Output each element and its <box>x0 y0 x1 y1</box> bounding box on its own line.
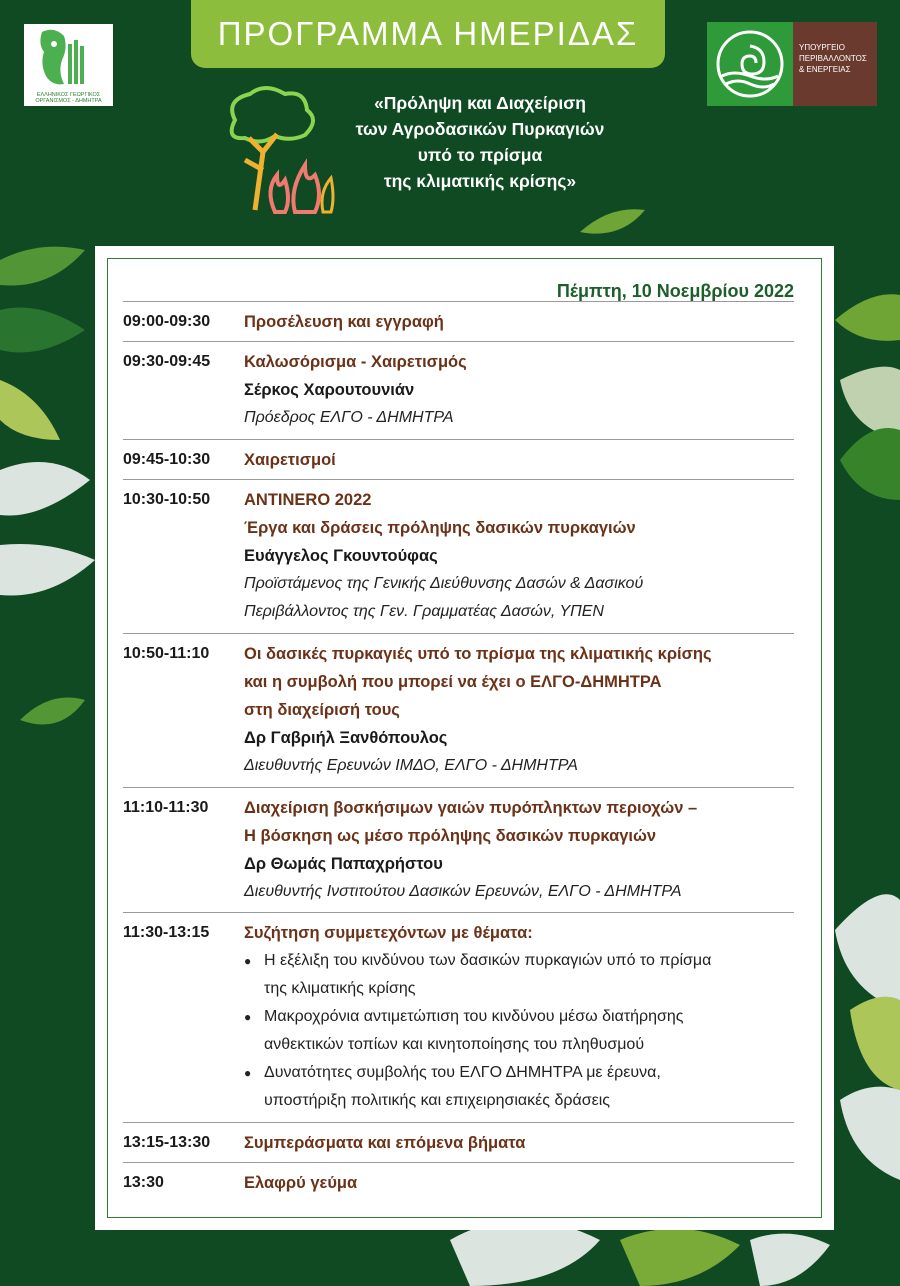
ministry-line-1: ΥΠΟΥΡΓΕΙΟ <box>799 43 845 52</box>
program-banner <box>191 0 665 68</box>
session-title: στη διαχείρισή τους <box>244 701 400 719</box>
session-speaker-role: Προϊστάμενος της Γενικής Διεύθυνσης Δασών & Δασικού <box>244 575 644 592</box>
discussion-topic <box>244 1003 794 1059</box>
ministry-line-2: ΠΕΡΙΒΑΛΛΟΝΤΟΣ <box>799 54 867 63</box>
session-row <box>123 439 794 479</box>
session-title: Διαχείριση βοσκήσιμων γαιών πυρόπληκτων περιοχών – <box>244 799 698 817</box>
session-row <box>123 912 794 1122</box>
session-row <box>123 479 794 633</box>
session-row <box>123 341 794 439</box>
discussion-topic-line: ● Η εξέλιξη του κινδύνου των δασικών πυρκαγιών υπό το πρίσμα <box>264 952 712 969</box>
session-title: Ελαφρύ γεύμα <box>244 1174 358 1192</box>
session-speaker-role: Πρόεδρος ΕΛΓΟ - ΔΗΜΗΤΡΑ <box>244 409 454 426</box>
discussion-topic <box>244 947 794 1003</box>
ministry-line-3: & ΕΝΕΡΓΕΙΑΣ <box>799 65 851 74</box>
session-time: 13:30 <box>123 1174 164 1191</box>
session-speaker: Σέρκος Χαρουτουνιάν <box>244 381 415 399</box>
left-logo-caption-1: ΕΛΛΗΝΙΚΟΣ ΓΕΩΡΓΙΚΟΣ <box>36 92 101 98</box>
session-title: Συμπεράσματα και επόμενα βήματα <box>244 1134 526 1152</box>
session-time: 09:00-09:30 <box>123 313 211 330</box>
ministry-emblem <box>707 22 793 106</box>
discussion-topic-line: ανθεκτικών τοπίων και κινητοποίησης του πληθυσμού <box>264 1036 645 1053</box>
event-title-line-2: των Αγροδασικών Πυρκαγιών <box>355 119 605 139</box>
session-title: Συζήτηση συμμετεχόντων με θέματα: <box>244 924 533 942</box>
discussion-topic-line: ● Δυνατότητες συμβολής του ΕΛΓΟ ΔΗΜΗΤΡΑ με έρευνα, <box>264 1064 661 1081</box>
discussion-topic <box>244 1059 794 1115</box>
session-time: 10:50-11:10 <box>123 645 210 662</box>
session-time: 10:30-10:50 <box>123 491 211 508</box>
program-card <box>95 246 834 1230</box>
event-title-line-1: «Πρόληψη και Διαχείριση <box>374 93 586 113</box>
event-title <box>330 90 630 194</box>
discussion-topic-line: της κλιματικής κρίσης <box>264 980 416 997</box>
event-date: Πέμπτη, 10 Νοεμβρίου 2022 <box>556 281 794 301</box>
session-title: ANTINERO 2022 <box>244 491 372 509</box>
session-speaker-role: Διευθυντής Ινστιτούτου Δασικών Ερευνών, ΕΛΓΟ - ΔΗΜΗΤΡΑ <box>244 883 682 900</box>
session-time: 11:30-13:15 <box>123 924 210 941</box>
session-time: 13:15-13:30 <box>123 1134 211 1151</box>
session-title: Η βόσκηση ως μέσο πρόληψης δασικών πυρκαγιών <box>244 827 657 845</box>
session-title: Χαιρετισμοί <box>244 451 336 469</box>
session-time: 09:45-10:30 <box>123 451 211 468</box>
left-logo-caption-2: ΟΡΓΑΝΙΣΜΟΣ - ΔΗΜΗΤΡΑ <box>35 98 102 104</box>
session-title: και η συμβολή που μπορεί να έχει ο ΕΛΓΟ-ΔΗΜΗΤΡΑ <box>244 673 662 691</box>
elgo-dimitra-logo <box>24 24 113 106</box>
ministry-name <box>793 22 877 106</box>
discussion-topic-line: ● Μακροχρόνια αντιμετώπιση του κινδύνου μέσω διατήρησης <box>264 1008 684 1025</box>
session-title: Προσέλευση και εγγραφή <box>244 313 444 331</box>
session-speaker: Δρ Γαβριήλ Ξανθόπουλος <box>244 729 448 747</box>
session-speaker: Ευάγγελος Γκουντούφας <box>244 547 438 565</box>
session-row <box>123 1122 794 1162</box>
session-row <box>123 787 794 912</box>
event-title-line-3: υπό το πρίσμα <box>417 145 543 165</box>
session-title: Έργα και δράσεις πρόληψης δασικών πυρκαγιών <box>244 519 636 537</box>
program-banner-title: ΠΡΟΓΡΑΜΜΑ ΗΜΕΡΙΔΑΣ <box>217 15 639 52</box>
session-time: 11:10-11:30 <box>123 799 209 816</box>
program-card-frame <box>107 258 822 1218</box>
session-speaker: Δρ Θωμάς Παπαχρήστου <box>244 855 443 873</box>
session-title: Καλωσόρισμα - Χαιρετισμός <box>244 353 467 371</box>
session-title: Οι δασικές πυρκαγιές υπό το πρίσμα της κλιματικής κρίσης <box>244 645 712 663</box>
session-time: 09:30-09:45 <box>123 353 211 370</box>
session-speaker-role: Περιβάλλοντος της Γεν. Γραμματέας Δασών, ΥΠΕΝ <box>244 603 604 620</box>
session-speaker-role: Διευθυντής Ερευνών ΙΜΔΟ, ΕΛΓΟ - ΔΗΜΗΤΡΑ <box>244 757 578 774</box>
session-row <box>123 301 794 341</box>
discussion-topic-line: υποστήριξη πολιτικής και επιχειρησιακές δράσεις <box>264 1092 610 1109</box>
session-row <box>123 1162 794 1202</box>
spiral-sun-icon <box>714 28 786 100</box>
session-row <box>123 633 794 787</box>
ministry-logo <box>707 22 877 106</box>
event-title-line-4: της κλιματικής κρίσης» <box>383 171 577 191</box>
demeter-head-icon <box>24 24 113 94</box>
